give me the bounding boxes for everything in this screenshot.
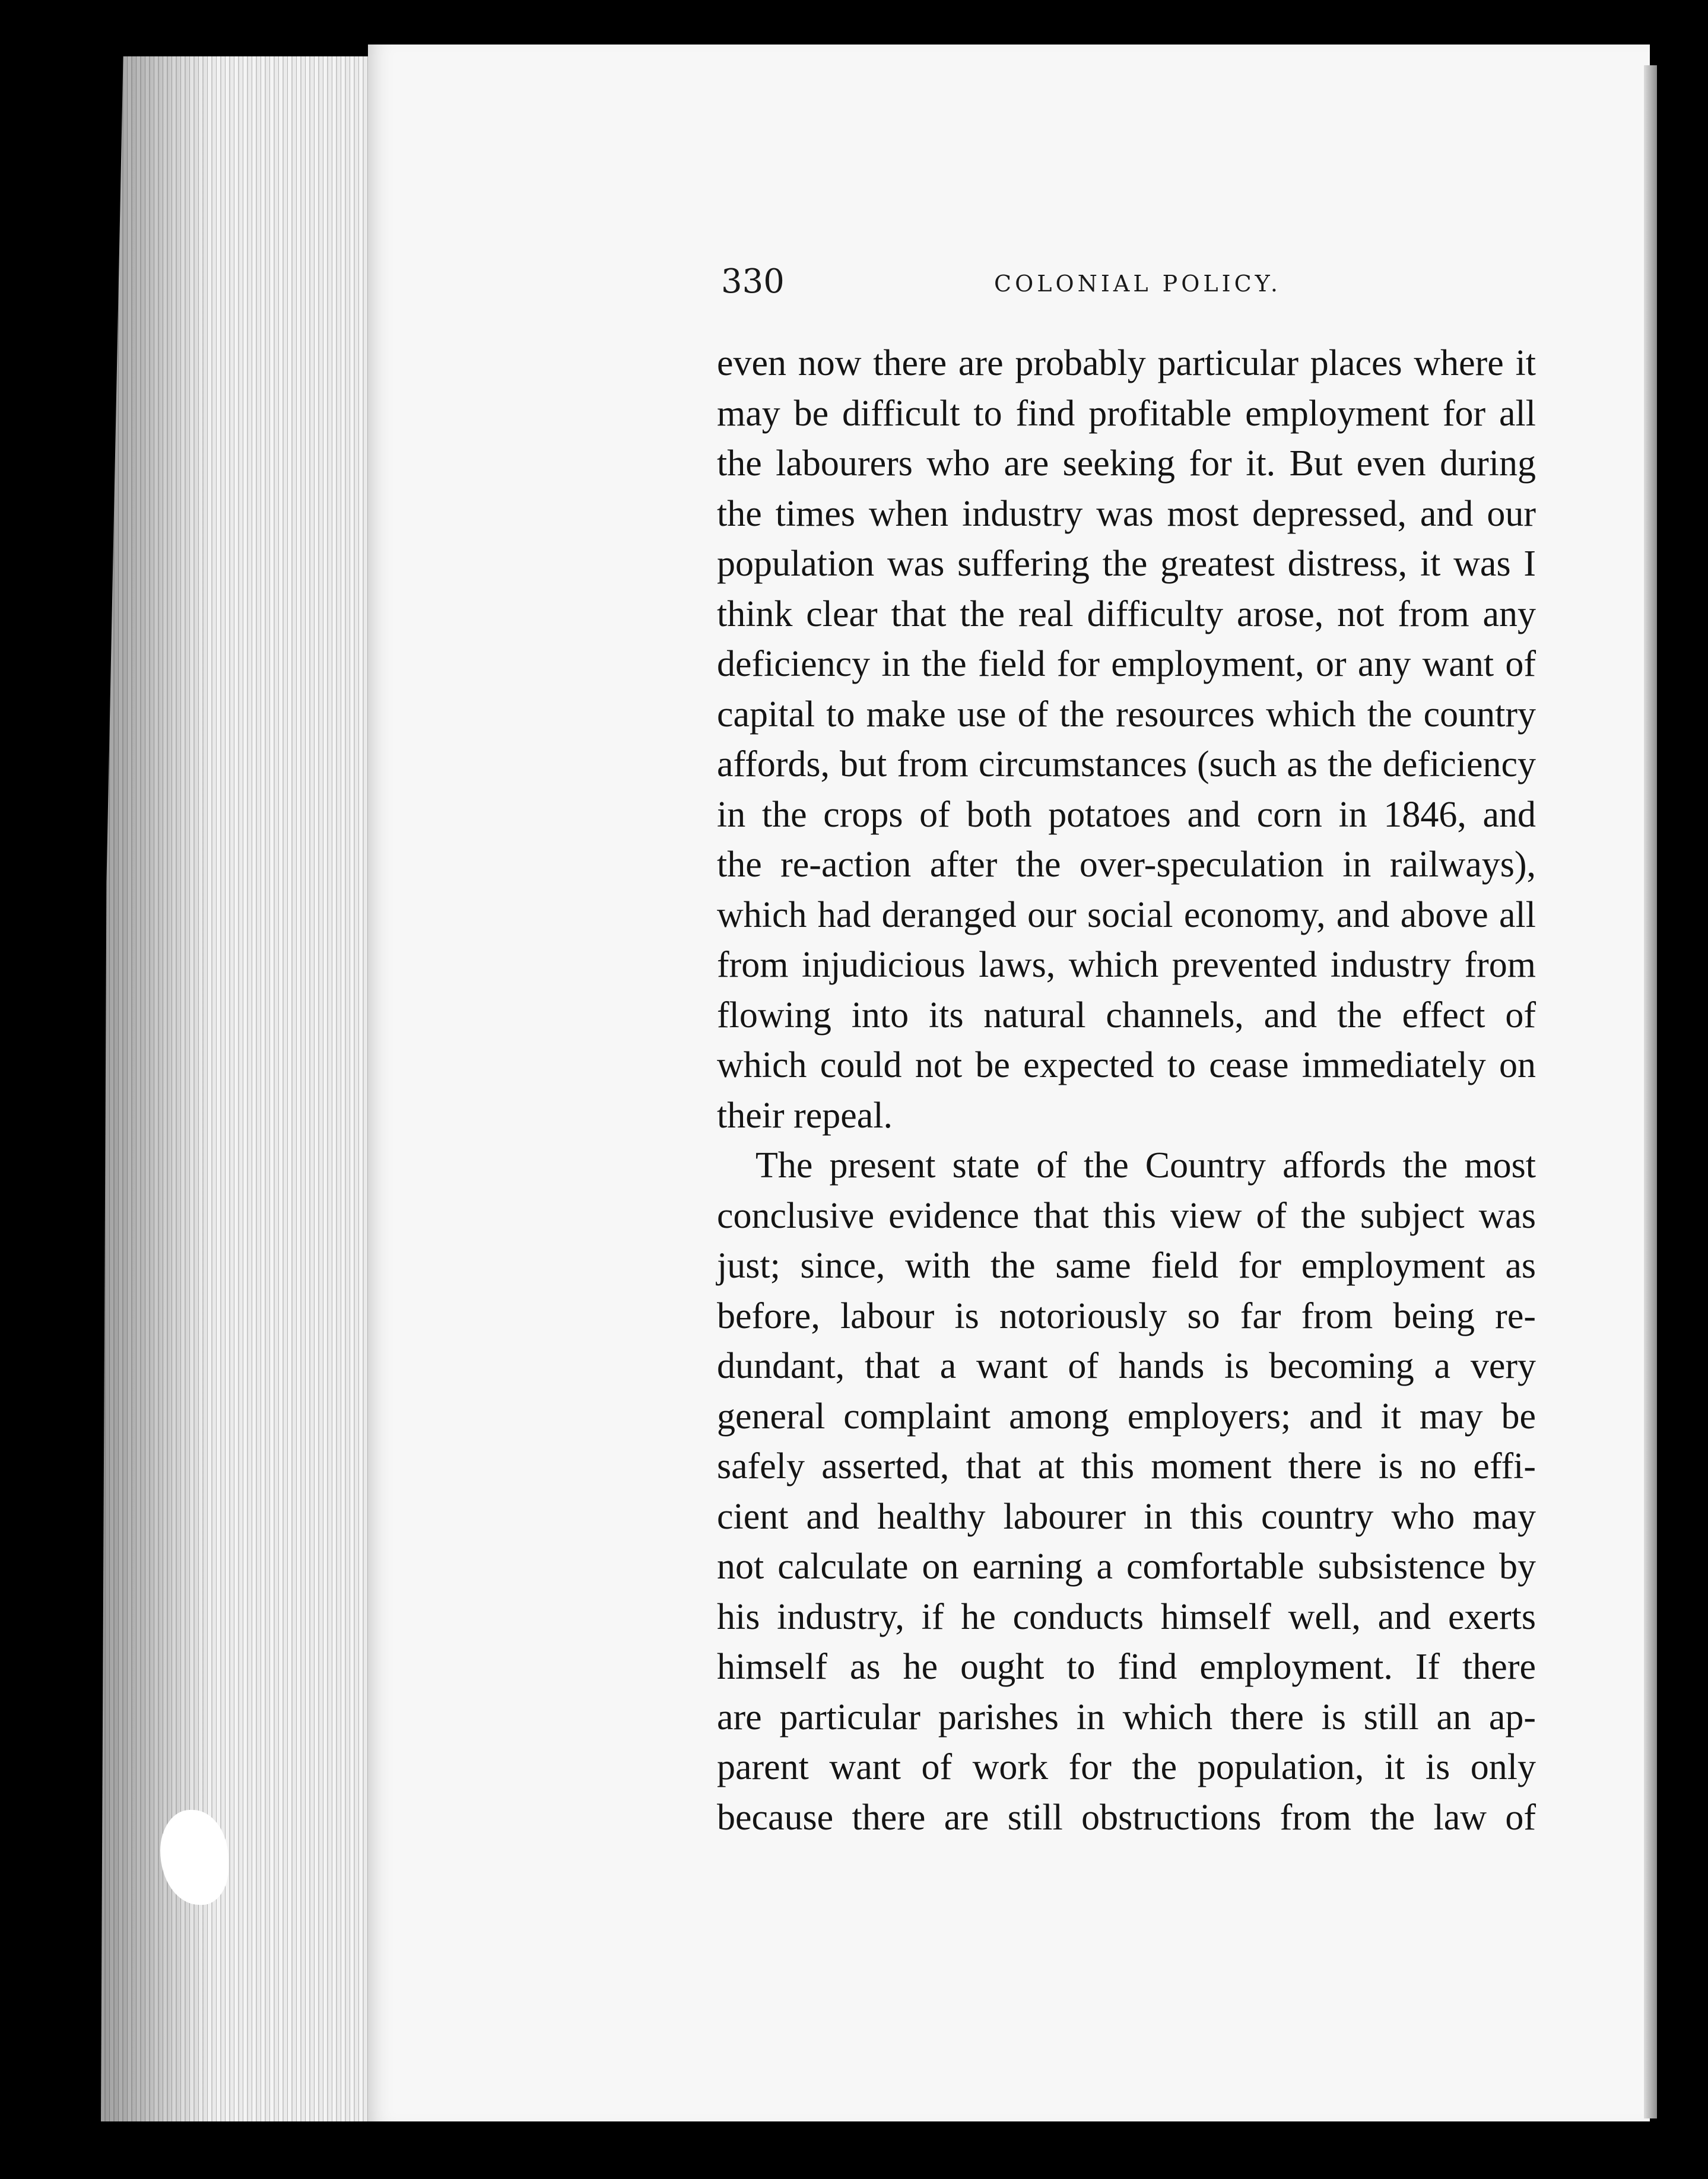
body-text xyxy=(717,338,1536,1843)
paragraph xyxy=(717,1141,1536,1843)
text-line: dundant, that a want of hands is becoming a very xyxy=(717,1346,1536,1386)
text-line: himself as he ought to find employment. If there xyxy=(717,1647,1536,1687)
book-right-edge xyxy=(1644,65,1657,2118)
text-line: general complaint among employers; and it may be xyxy=(717,1396,1536,1437)
text-line: cient and healthy labourer in this country who may xyxy=(717,1496,1536,1537)
text-line: affords, but from circumstances (such as the deficiency xyxy=(717,744,1536,784)
text-line: may be difficult to find profitable employment for all xyxy=(717,393,1536,434)
text-line: in the crops of both potatoes and corn in 1846, and xyxy=(717,794,1536,835)
text-line: even now there are probably particular places where it xyxy=(717,343,1536,383)
text-line: which had deranged our social economy, and above all xyxy=(717,894,1536,935)
running-head-title: COLONIAL POLICY. xyxy=(994,271,1281,297)
text-line: because there are still obstructions from the law of xyxy=(717,1797,1536,1838)
text-line: safely asserted, that at this moment there is no effi- xyxy=(717,1446,1536,1486)
text-line: the times when industry was most depressed, and our xyxy=(717,493,1536,534)
text-line: their repeal. xyxy=(717,1095,893,1136)
text-line: The present state of the Country affords the most xyxy=(755,1145,1536,1186)
paragraph xyxy=(717,338,1536,1141)
text-line: from injudicious laws, which prevented industry from xyxy=(717,945,1536,985)
text-line: conclusive evidence that this view of the subject was xyxy=(717,1195,1536,1236)
text-line: parent want of work for the population, it is only xyxy=(717,1747,1536,1787)
text-line: deficiency in the field for employment, or any want of xyxy=(717,644,1536,684)
text-line: which could not be expected to cease immediately on xyxy=(717,1045,1536,1085)
text-line: think clear that the real difficulty arose, not from any xyxy=(717,593,1536,634)
text-line: are particular parishes in which there is still an ap- xyxy=(717,1697,1536,1738)
text-line: population was suffering the greatest distress, it was I xyxy=(717,544,1536,584)
text-line: the labourers who are seeking for it. But even during xyxy=(717,443,1536,484)
text-line: flowing into its natural channels, and the effect of xyxy=(717,995,1536,1035)
text-line: the re-action after the over-speculation in railways), xyxy=(717,844,1536,885)
page-number: 330 xyxy=(721,262,785,301)
text-line: not calculate on earning a comfortable subsistence by xyxy=(717,1546,1536,1587)
text-line: his industry, if he conducts himself well, and exerts xyxy=(717,1596,1536,1637)
text-line: capital to make use of the resources which the country xyxy=(717,694,1536,735)
running-head xyxy=(721,261,1516,303)
text-line: just; since, with the same field for employment as xyxy=(717,1246,1536,1286)
text-line: before, labour is notoriously so far from being re- xyxy=(717,1295,1536,1336)
